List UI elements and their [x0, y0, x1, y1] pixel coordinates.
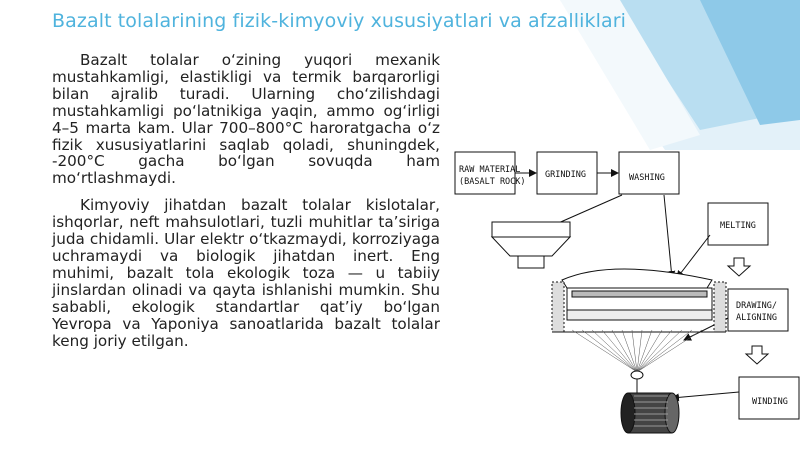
sizing-roller [631, 371, 643, 379]
winding-bobbin [621, 393, 679, 433]
paragraph-2: Kimyoviy jihatdan bazalt tolalar kislotalar, ishqorlar, neft mahsulotlari, tuzli muhitlar ta’siriga juda chidamli. Ular elektr o‘tkazmaydi, korroziyaga uchramaydi va biologik jihatdan inert. Eng muhimi, bazalt tola ekologik toza — u tabiiy jinslardan olinadi va qayta ishlanishi mumkin. Shu sababli, ekologik standartlar qat’iy bo‘lgan Yevropa va Yaponiya sanoatlarida bazalt tolalar keng joriy etilgan. [52, 196, 440, 350]
raw-material-label-1: RAW MATERIAL [459, 165, 521, 175]
arrow-drawing-winding [746, 346, 768, 364]
grinding-label: GRINDING [545, 170, 586, 180]
arrow-melting-furnace [677, 235, 710, 278]
furnace-drawing [552, 269, 726, 332]
hopper-drawing [492, 222, 570, 268]
fiber-strands [572, 330, 702, 372]
raw-material-label-2: (BASALT ROCK) [459, 177, 526, 187]
arrow-melting-drawing [728, 258, 750, 276]
basalt-fiber-process-diagram [452, 140, 800, 449]
paragraph-1: Bazalt tolalar o‘zining yuqori mexanik mustahkamligi, elastikligi va termik barqarorligi bilan ajralib turadi. Ularning cho‘zilishdagi mustahkamligi po‘latnikiga yaqin, ammo og‘irligi 4–5 marta kam. Ular 700–800°C haroratgacha o‘z fizik xususiyatlarini saqlab qoladi, shuningdek, -200°C gacha bo‘lgan sovuqda ham mo‘rtlashmaydi. [52, 51, 440, 188]
slide-title: Bazalt tolalarining fizik-kimyoviy xususiyatlari va afzalliklari [52, 10, 626, 32]
winding-label: WINDING [752, 397, 788, 407]
melting-label: MELTING [720, 221, 756, 231]
drawing-label-2: ALIGNING [736, 313, 777, 323]
arrow-winding-bobbin [672, 392, 739, 398]
arrow-washing-furnace [664, 195, 672, 278]
slide-body [52, 52, 440, 359]
drawing-label-1: DRAWING/ [736, 301, 777, 311]
washing-label: WASHING [629, 173, 665, 183]
